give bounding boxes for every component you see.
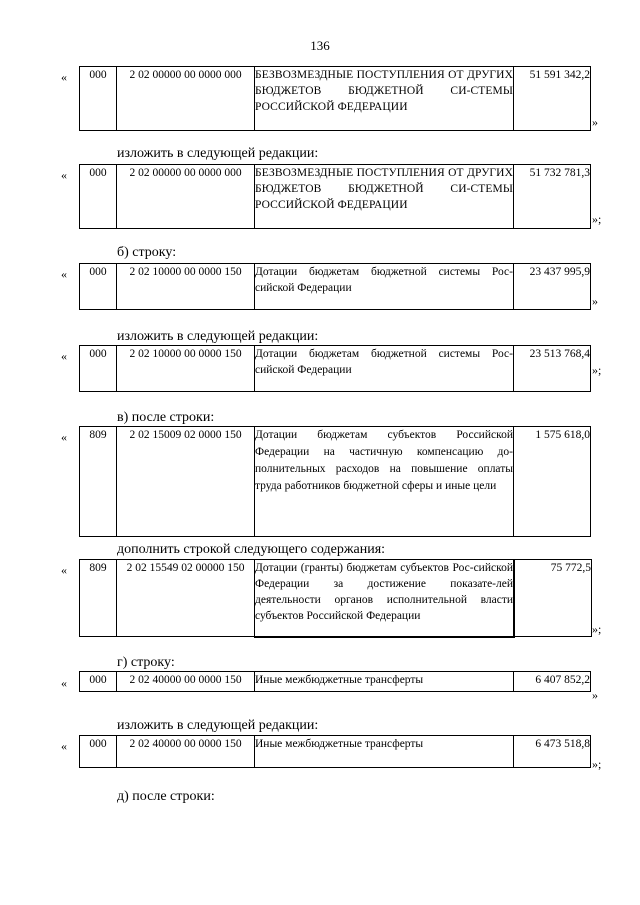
amount: 1 575 618,0: [514, 427, 591, 537]
admin-code: 809: [80, 427, 117, 537]
opening-quote: «: [61, 168, 67, 182]
instruction-text: изложить в следующей редакции:: [117, 718, 319, 733]
budget-code: 2 02 15549 02 00000 150: [117, 560, 255, 637]
admin-code: 000: [80, 672, 117, 692]
table-row: [79, 426, 591, 537]
admin-code: 809: [80, 560, 117, 637]
instruction-text: изложить в следующей редакции:: [117, 329, 319, 344]
revenue-name: Дотации бюджетам бюджетной системы Рос-сийской Федерации: [255, 346, 514, 392]
budget-code: 2 02 00000 00 0000 000: [117, 165, 255, 229]
revenue-name: БЕЗВОЗМЕЗДНЫЕ ПОСТУПЛЕНИЯ ОТ ДРУГИХ БЮДЖЕТОВ БЮДЖЕТНОЙ СИ-СТЕМЫ РОССИЙСКОЙ ФЕДЕРАЦИИ: [255, 165, 514, 229]
admin-code: 000: [80, 67, 117, 131]
instruction-text-final: д) после строки:: [117, 789, 215, 804]
amount: 6 407 852,2: [514, 672, 591, 692]
closing-quote: »;: [592, 363, 602, 377]
revenue-name: Дотации бюджетам субъектов Российской Федерации на частичную компенсацию до-полнительных расходов на повышение оплаты труда работников бюджетной сферы и иные цели: [255, 427, 514, 537]
closing-quote: »: [592, 115, 598, 129]
table-row: [79, 671, 591, 692]
admin-code: 000: [80, 264, 117, 310]
opening-quote: «: [61, 349, 67, 363]
page-number: 136: [310, 38, 330, 53]
revenue-name: Иные межбюджетные трансферты: [255, 736, 514, 768]
budget-code: 2 02 10000 00 0000 150: [117, 264, 255, 310]
closing-quote: »;: [592, 212, 602, 226]
admin-code: 000: [80, 736, 117, 768]
closing-quote: »: [592, 294, 598, 308]
opening-quote: «: [61, 676, 67, 690]
amount: 23 437 995,9: [514, 264, 591, 310]
table-row: [79, 66, 591, 131]
admin-code: 000: [80, 346, 117, 392]
table-row: [79, 559, 592, 638]
amount: 75 772,5: [514, 560, 592, 637]
opening-quote: «: [61, 70, 67, 84]
revenue-name: БЕЗВОЗМЕЗДНЫЕ ПОСТУПЛЕНИЯ ОТ ДРУГИХ БЮДЖЕТОВ БЮДЖЕТНОЙ СИ-СТЕМЫ РОССИЙСКОЙ ФЕДЕРАЦИИ: [255, 67, 514, 131]
admin-code: 000: [80, 165, 117, 229]
revenue-name: Дотации (гранты) бюджетам субъектов Рос-сийской Федерации за достижение показате-лей деятельности органов исполнительной власти субъектов Российской Федерации: [255, 560, 515, 637]
table-row: [79, 345, 591, 392]
opening-quote: «: [61, 739, 67, 753]
amount: 51 591 342,2: [514, 67, 591, 131]
closing-quote: »;: [592, 757, 602, 771]
instruction-text: дополнить строкой следующего содержания:: [117, 542, 386, 557]
amount: 6 473 518,8: [514, 736, 591, 768]
opening-quote: «: [61, 430, 67, 444]
closing-quote: »;: [592, 622, 602, 636]
table-row: [79, 735, 591, 768]
budget-code: 2 02 00000 00 0000 000: [117, 67, 255, 131]
budget-code: 2 02 10000 00 0000 150: [117, 346, 255, 392]
table-row: [79, 164, 591, 229]
budget-code: 2 02 15009 02 0000 150: [117, 427, 255, 537]
closing-quote: »: [592, 688, 598, 702]
instruction-text: г) строку:: [117, 655, 175, 670]
table-row: [79, 263, 591, 310]
budget-code: 2 02 40000 00 0000 150: [117, 672, 255, 692]
instruction-text: изложить в следующей редакции:: [117, 146, 319, 161]
budget-code: 2 02 40000 00 0000 150: [117, 736, 255, 768]
instruction-text: в) после строки:: [117, 410, 215, 425]
amount: 23 513 768,4: [514, 346, 591, 392]
opening-quote: «: [61, 267, 67, 281]
amount: 51 732 781,3: [514, 165, 591, 229]
revenue-name: Иные межбюджетные трансферты: [255, 672, 514, 692]
revenue-name: Дотации бюджетам бюджетной системы Рос-сийской Федерации: [255, 264, 514, 310]
opening-quote: «: [61, 563, 67, 577]
instruction-text: б) строку:: [117, 245, 177, 260]
